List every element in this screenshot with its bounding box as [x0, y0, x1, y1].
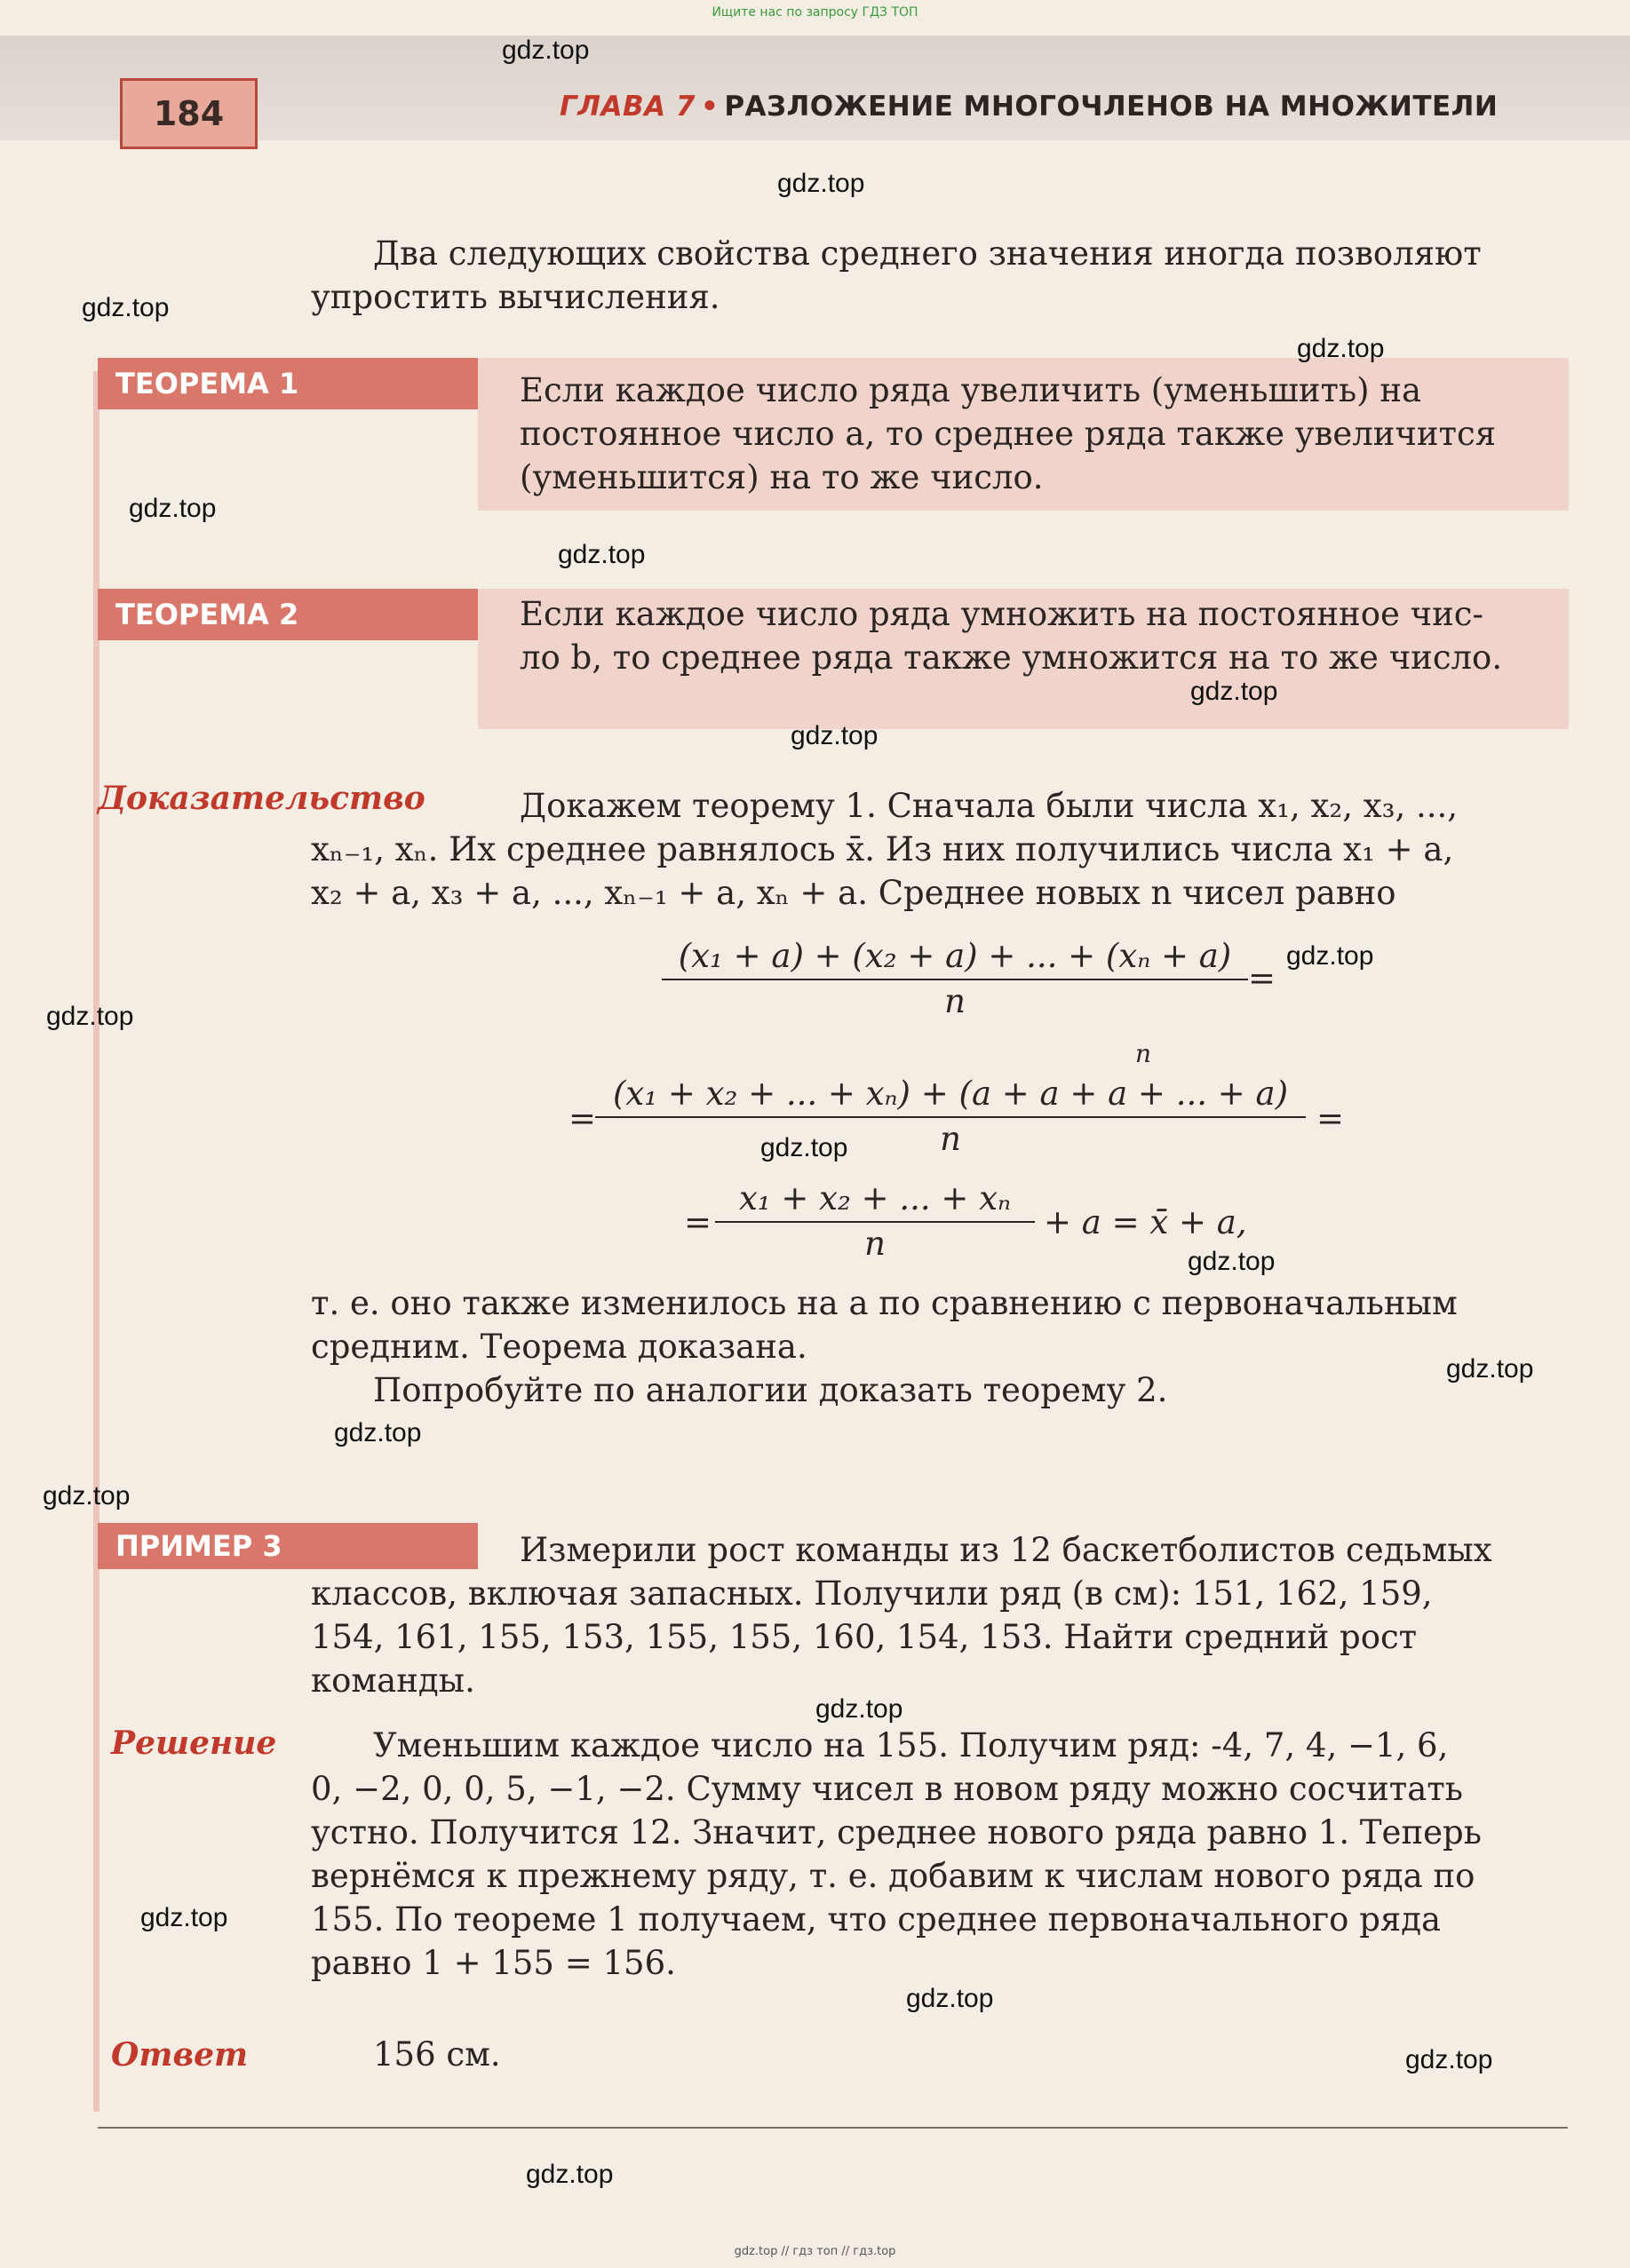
fraction-3-denominator: n — [864, 1225, 886, 1263]
watermark: gdz.top — [1297, 334, 1385, 363]
fraction-3 — [715, 1179, 1035, 1263]
top-note: Ищите нас по запросу ГДЗ ТОП — [712, 5, 918, 20]
fraction-1-numerator: (x₁ + a) + (x₂ + a) + ... + (xₙ + a) — [662, 937, 1248, 980]
solution-line-6: равно 1 + 155 = 156. — [311, 1944, 676, 1982]
theorem2-line-2: ло b, то среднее ряда также умножится на то же число. — [520, 638, 1503, 677]
watermark: gdz.top — [334, 1418, 422, 1447]
fraction-2-denominator: n — [940, 1120, 961, 1158]
theorem1-line-1: Если каждое число ряда увеличить (уменьшить) на — [520, 371, 1422, 409]
solution-line-2: 0, −2, 0, 0, 5, −1, −2. Сумму чисел в новом ряду можно сосчитать — [311, 1770, 1463, 1808]
fraction-2-numerator: (x₁ + x₂ + ... + xₙ) + (a + a + a + ... + a) — [595, 1075, 1306, 1118]
watermark: gdz.top — [1405, 2045, 1493, 2074]
bottom-note: gdz.top // гдз топ // гдз.top — [734, 2245, 896, 2258]
solution-line-5: 155. По теореме 1 получаем, что среднее первоначального ряда — [311, 1900, 1442, 1939]
watermark: gdz.top — [1446, 1354, 1534, 1384]
proof-after-line-1: т. е. оно также изменилось на a по сравнению с первоначальным — [311, 1284, 1458, 1322]
page-number: 184 — [120, 78, 258, 149]
watermark: gdz.top — [1286, 941, 1374, 971]
fraction-3-numerator: x₁ + x₂ + ... + xₙ — [715, 1179, 1035, 1223]
fraction-1 — [662, 937, 1248, 1020]
theorem1-line-2: постоянное число a, то среднее ряда также увеличится — [520, 415, 1497, 453]
chapter-word: ГЛАВА 7 — [560, 91, 696, 123]
watermark: gdz.top — [815, 1694, 903, 1724]
fraction-3-tail: + a = x̄ + a, — [1044, 1203, 1247, 1241]
watermark: gdz.top — [43, 1481, 131, 1511]
answer-text: 156 см. — [373, 2035, 501, 2074]
watermark: gdz.top — [760, 1133, 848, 1162]
watermark: gdz.top — [82, 293, 170, 322]
intro-line-1: Два следующих свойства среднего значения иногда позволяют — [373, 234, 1482, 273]
watermark: gdz.top — [906, 1984, 994, 2013]
fraction-2 — [595, 1075, 1306, 1158]
theorem1-line-3: (уменьшится) на то же число. — [520, 458, 1044, 496]
bottom-rule — [98, 2127, 1568, 2129]
fraction-3-lead: = — [684, 1203, 712, 1241]
fraction-1-equals: = — [1248, 959, 1276, 997]
example3-label: ПРИМЕР 3 — [98, 1523, 478, 1569]
watermark: gdz.top — [140, 1903, 228, 1932]
solution-label: Решение — [111, 1725, 277, 1762]
theorem2-label: ТЕОРЕМА 2 — [98, 589, 478, 640]
watermark: gdz.top — [1188, 1247, 1276, 1276]
watermark: gdz.top — [777, 169, 865, 198]
example3-line-1: Измерили рост команды из 12 баскетболистов седьмых — [520, 1531, 1492, 1569]
example3-line-3: 154, 161, 155, 153, 155, 155, 160, 154, 153. Найти средний рост — [311, 1618, 1418, 1656]
theorem2-line-1: Если каждое число ряда умножить на постоянное чис- — [520, 595, 1483, 633]
watermark: gdz.top — [502, 36, 590, 65]
solution-line-1: Уменьшим каждое число на 155. Получим ряд: -4, 7, 4, −1, 6, — [373, 1726, 1449, 1764]
watermark: gdz.top — [46, 1002, 134, 1031]
fraction-2-overbrace-n: n — [1135, 1039, 1152, 1068]
intro-line-2: упростить вычисления. — [311, 278, 720, 316]
solution-line-3: устно. Получится 12. Значит, среднее нового ряда равно 1. Теперь — [311, 1813, 1482, 1852]
chapter-heading — [560, 91, 1498, 123]
watermark: gdz.top — [526, 2160, 614, 2189]
watermark: gdz.top — [558, 540, 646, 569]
proof-line-3: x₂ + a, x₃ + a, ..., xₙ₋₁ + a, xₙ + a. Среднее новых n чисел равно — [311, 874, 1396, 912]
proof-after-line-2: средним. Теорема доказана. — [311, 1328, 807, 1366]
proof-try: Попробуйте по аналогии доказать теорему 2. — [373, 1371, 1168, 1409]
solution-line-4: вернёмся к прежнему ряду, т. е. добавим к числам нового ряда по — [311, 1857, 1475, 1895]
watermark: gdz.top — [791, 721, 879, 750]
proof-line-1: Докажем теорему 1. Сначала были числа x₁, x₂, x₃, ..., — [520, 787, 1459, 825]
watermark: gdz.top — [129, 494, 217, 523]
bullet-icon: • — [700, 91, 720, 123]
fraction-2-lead: = — [569, 1099, 597, 1138]
fraction-1-denominator: n — [944, 982, 966, 1020]
fraction-2-equals: = — [1316, 1099, 1345, 1138]
watermark: gdz.top — [1190, 677, 1278, 706]
example3-line-2: классов, включая запасных. Получили ряд (в см): 151, 162, 159, — [311, 1574, 1433, 1613]
example3-line-4: команды. — [311, 1661, 475, 1700]
proof-label: Доказательство — [98, 780, 425, 817]
answer-label: Ответ — [111, 2036, 249, 2074]
theorem1-label: ТЕОРЕМА 1 — [98, 358, 478, 409]
proof-line-2: xₙ₋₁, xₙ. Их среднее равнялось x̄. Из них получились числа x₁ + a, — [311, 830, 1454, 868]
chapter-title: РАЗЛОЖЕНИЕ МНОГОЧЛЕНОВ НА МНОЖИТЕЛИ — [724, 91, 1499, 123]
